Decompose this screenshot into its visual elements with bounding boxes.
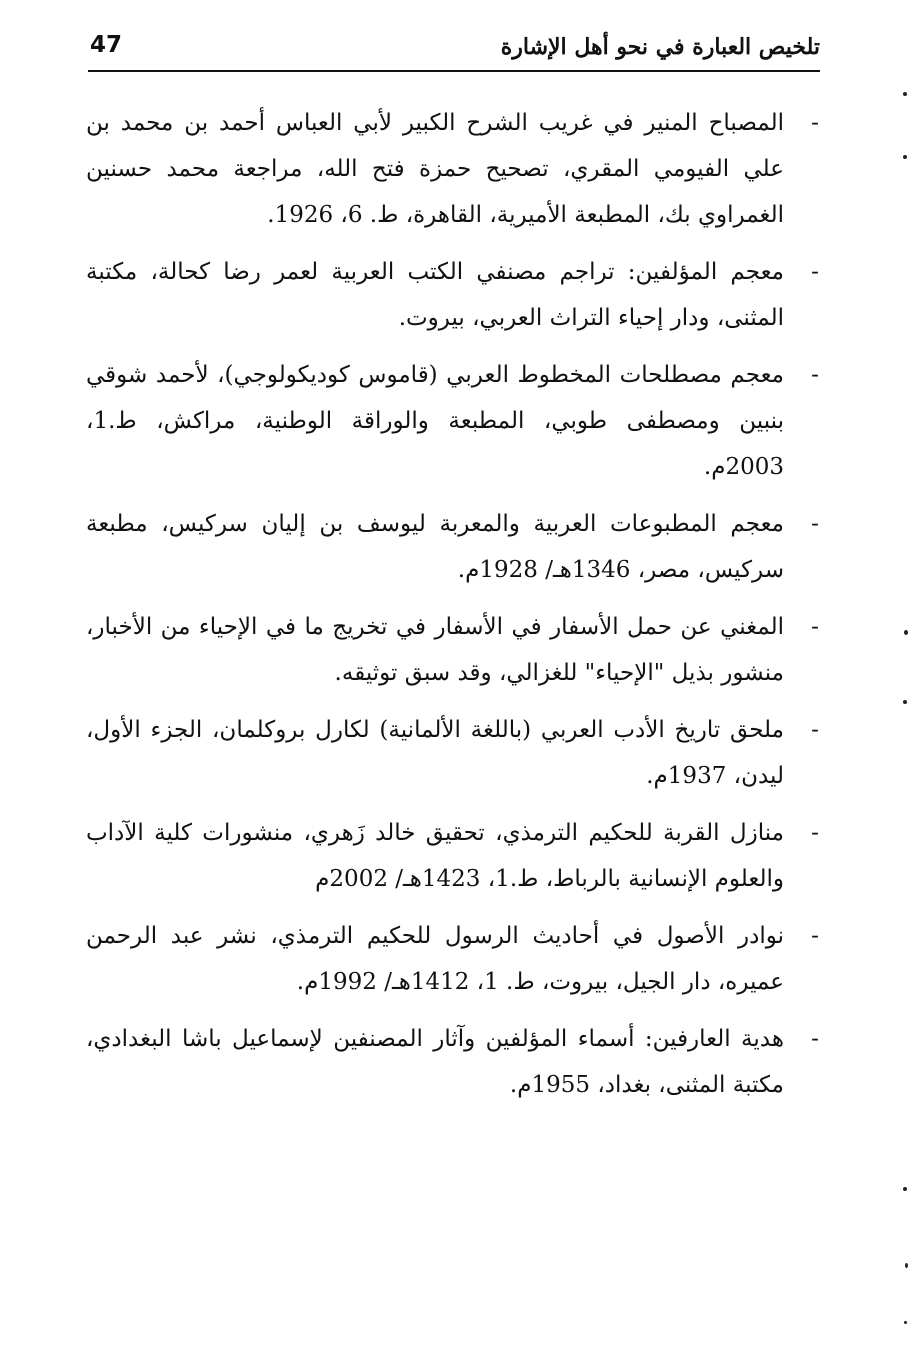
entry-text: المصباح المنير في غريب الشرح الكبير لأبي العباس أحمد بن محمد بن علي الفيومي المقري، تصحيح حمزة فتح الله، مراجعة محمد حسنين الغمراوي بك، المطبعة الأميرية، القاهرة، ط. 6، 1926. xyxy=(86,110,784,228)
entry-text: ملحق تاريخ الأدب العربي (باللغة الألمانية) لكارل بروكلمان، الجزء الأول، ليدن، 1937م. xyxy=(86,717,784,789)
entry-text: معجم مصطلحات المخطوط العربي (قاموس كوديكولوجي)، لأحمد شوقي بنبين ومصطفى طوبي، المطبعة والوراقة الوطنية، مراكش، ط.1، 2003م. xyxy=(86,362,784,480)
bibliography-entry xyxy=(86,501,826,593)
entry-text: منازل القربة للحكيم الترمذي، تحقيق خالد زَهري، منشورات كلية الآداب والعلوم الإنسانية بالرباط، ط.1، 1423هـ/ 2002م xyxy=(86,820,784,892)
scan-speck xyxy=(903,155,907,159)
entry-text: المغني عن حمل الأسفار في الأسفار في تخريج ما في الإحياء من الأخبار، منشور بذيل "الإحياء" للغزالي، وقد سبق توثيقه. xyxy=(86,614,784,686)
bibliography-entry xyxy=(86,100,826,238)
bibliography-entry xyxy=(86,810,826,902)
page-number: 47 xyxy=(90,32,123,58)
running-title: تلخيص العبارة في نحو أهل الإشارة xyxy=(500,34,820,60)
scan-speck xyxy=(904,630,908,635)
entry-text: معجم المؤلفين: تراجم مصنفي الكتب العربية لعمر رضا كحالة، مكتبة المثنى، ودار إحياء التراث العربي، بيروت. xyxy=(86,259,784,331)
entry-dash: - xyxy=(811,820,819,846)
bibliography-entry xyxy=(86,1016,826,1108)
scan-speck xyxy=(903,700,907,704)
bibliography-entry xyxy=(86,913,826,1005)
scan-speck xyxy=(903,92,907,96)
bibliography-list xyxy=(86,100,826,1119)
entry-dash: - xyxy=(811,259,819,285)
entry-dash: - xyxy=(811,511,819,537)
scan-speck xyxy=(905,1263,908,1268)
entry-text: هدية العارفين: أسماء المؤلفين وآثار المصنفين لإسماعيل باشا البغدادي، مكتبة المثنى، بغداد، 1955م. xyxy=(86,1026,784,1098)
entry-text: معجم المطبوعات العربية والمعربة ليوسف بن إليان سركيس، مطبعة سركيس، مصر، 1346هـ/ 1928م. xyxy=(86,511,784,583)
running-header xyxy=(88,22,820,72)
scan-speck xyxy=(904,1321,907,1324)
entry-dash: - xyxy=(811,923,819,949)
scan-speck xyxy=(903,1187,907,1191)
entry-dash: - xyxy=(811,614,819,640)
bibliography-entry xyxy=(86,352,826,490)
entry-dash: - xyxy=(811,1026,819,1052)
bibliography-entry xyxy=(86,249,826,341)
entry-dash: - xyxy=(811,717,819,743)
bibliography-entry xyxy=(86,604,826,696)
entry-dash: - xyxy=(811,362,819,388)
entry-dash: - xyxy=(811,110,819,136)
bibliography-entry xyxy=(86,707,826,799)
entry-text: نوادر الأصول في أحاديث الرسول للحكيم الترمذي، نشر عبد الرحمن عميره، دار الجيل، بيروت، ط. 1، 1412هـ/ 1992م. xyxy=(86,923,784,995)
